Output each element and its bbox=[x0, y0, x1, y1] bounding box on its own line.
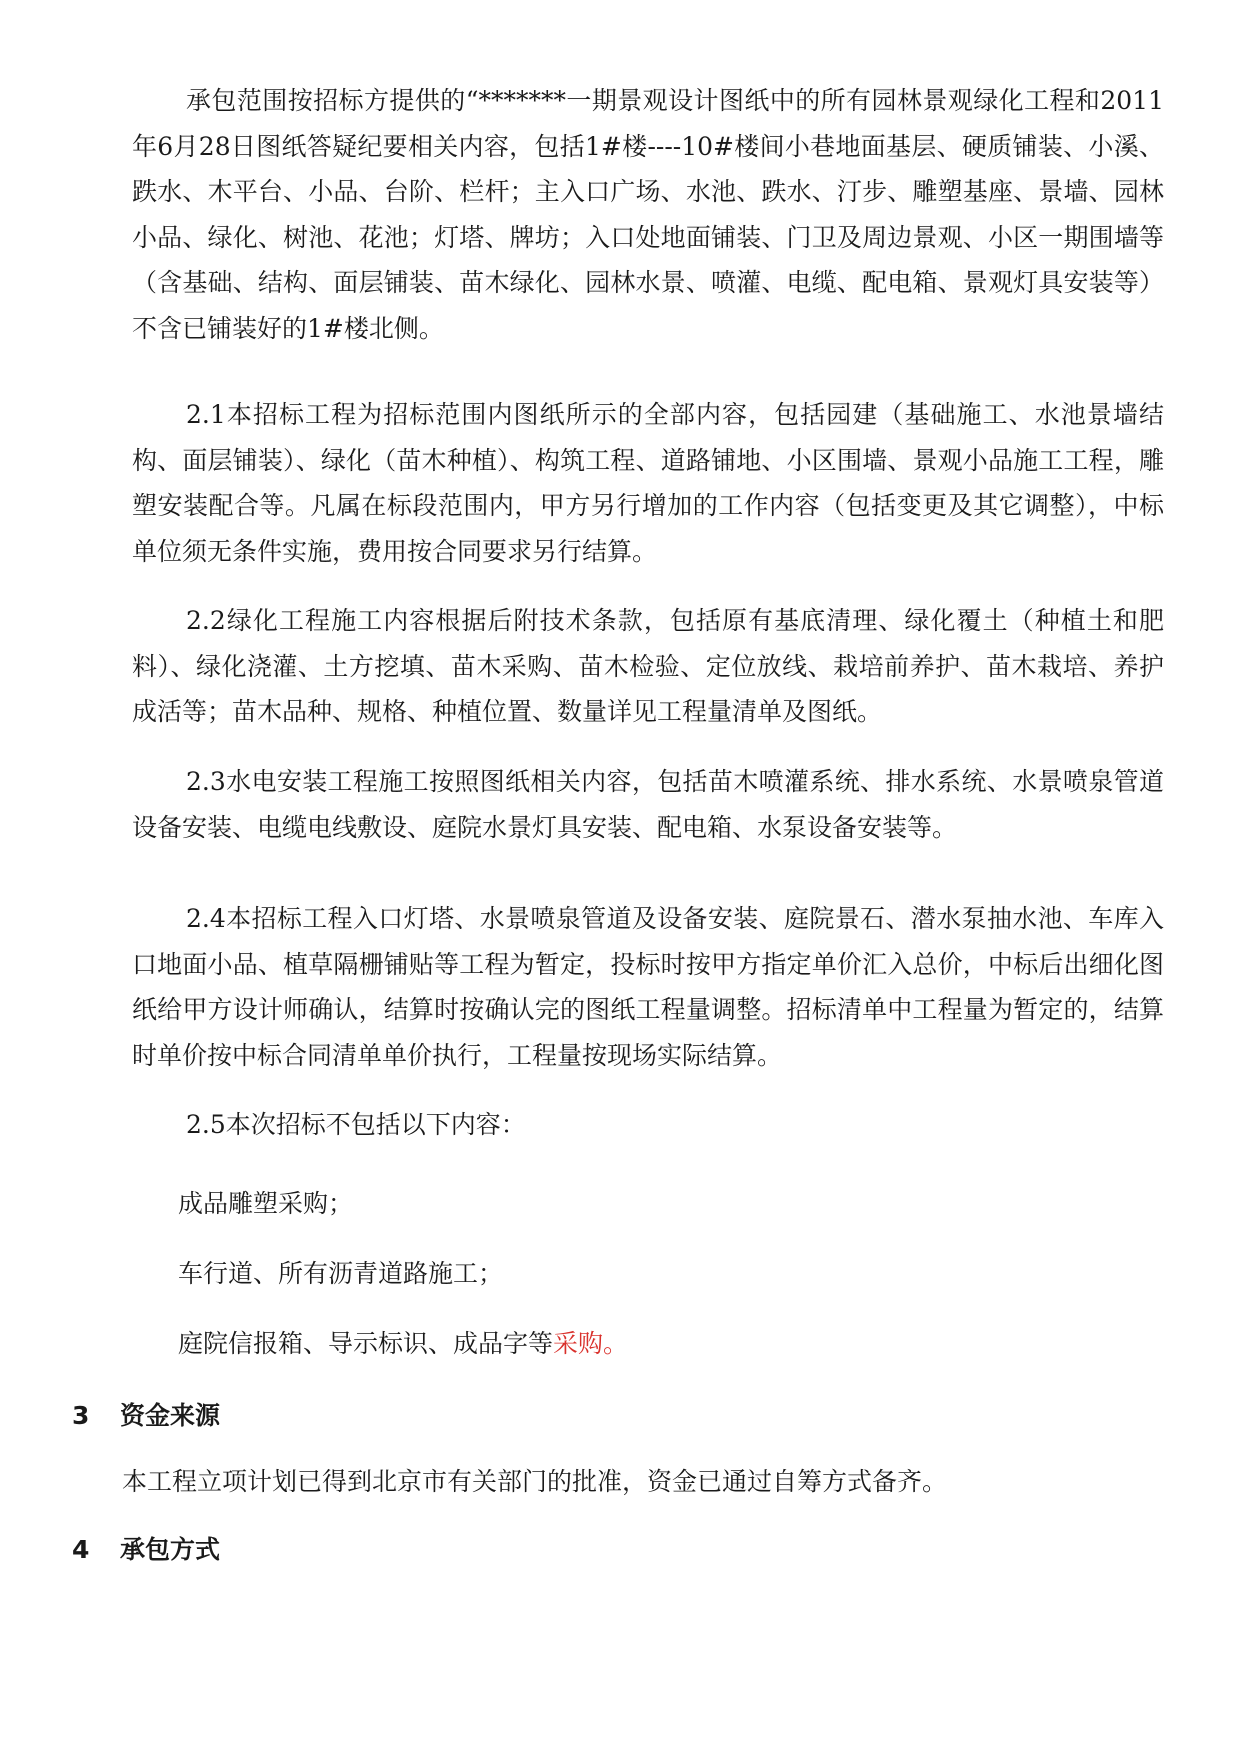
section-4-heading bbox=[72, 1530, 220, 1566]
section-3-body: 本工程立项计划已得到北京市有关部门的批准，资金已通过自筹方式备齐。 bbox=[122, 1467, 948, 1496]
section-3-number: 3 bbox=[72, 1401, 90, 1430]
item-2-2: 2.2绿化工程施工内容根据后附技术条款，包括原有基底清理、绿化覆土（种植土和肥料）、绿化浇灌、土方挖填、苗木采购、苗木检验、定位放线、栽培前养护、苗木栽培、养护成活等；苗木品种、规格、种植位置、数量详见工程量清单及图纸。 bbox=[132, 606, 1164, 726]
exclusion-item-1: 成品雕塑采购； bbox=[178, 1189, 354, 1218]
section-4-title: 承包方式 bbox=[120, 1535, 221, 1564]
exclusion-item-2: 车行道、所有沥青道路施工； bbox=[178, 1259, 504, 1288]
item-2-1: 2.1本招标工程为招标范围内图纸所示的全部内容，包括园建（基础施工、水池景墙结构、面层铺装）、绿化（苗木种植）、构筑工程、道路铺地、小区围墙、景观小品施工工程，雕塑安装配合等。凡属在标段范围内，甲方另行增加的工作内容（包括变更及其它调整），中标单位须无条件实施，费用按合同要求另行结算。 bbox=[132, 400, 1164, 566]
item-2-4: 2.4本招标工程入口灯塔、水景喷泉管道及设备安装、庭院景石、潜水泵抽水池、车库入口地面小品、植草隔栅铺贴等工程为暂定，投标时按甲方指定单价汇入总价，中标后出细化图纸给甲方设计师确认，结算时按确认完的图纸工程量调整。招标清单中工程量为暂定的，结算时单价按中标合同清单单价执行，工程量按现场实际结算。 bbox=[132, 904, 1164, 1070]
exclusion-item-3 bbox=[178, 1324, 628, 1360]
scope-paragraph: 承包范围按招标方提供的“*******一期景观设计图纸中的所有园林景观绿化工程和2011年6月28日图纸答疑纪要相关内容，包括1#楼----10#楼间小巷地面基层、硬质铺装、小溪、跌水、木平台、小品、台阶、栏杆；主入口广场、水池、跌水、汀步、雕塑基座、景墙、园林小品、绿化、树池、花池；灯塔、牌坊；入口处地面铺装、门卫及周边景观、小区一期围墙等（含基础、结构、面层铺装、苗木绿化、园林水景、喷灌、电缆、配电箱、景观灯具安装等）不含已铺装好的1#楼北侧。 bbox=[132, 86, 1164, 343]
exclusion-item-3-highlight: 采购。 bbox=[553, 1329, 629, 1358]
item-2-5: 2.5本次招标不包括以下内容： bbox=[186, 1110, 526, 1139]
exclusion-item-3-text: 庭院信报箱、导示标识、成品字等 bbox=[178, 1329, 554, 1358]
section-4-number: 4 bbox=[72, 1535, 90, 1564]
section-3-heading bbox=[72, 1396, 220, 1432]
section-3-title: 资金来源 bbox=[120, 1401, 221, 1430]
item-2-3: 2.3水电安装工程施工按照图纸相关内容，包括苗木喷灌系统、排水系统、水景喷泉管道设备安装、电缆电线敷设、庭院水景灯具安装、配电箱、水泵设备安装等。 bbox=[132, 767, 1164, 842]
